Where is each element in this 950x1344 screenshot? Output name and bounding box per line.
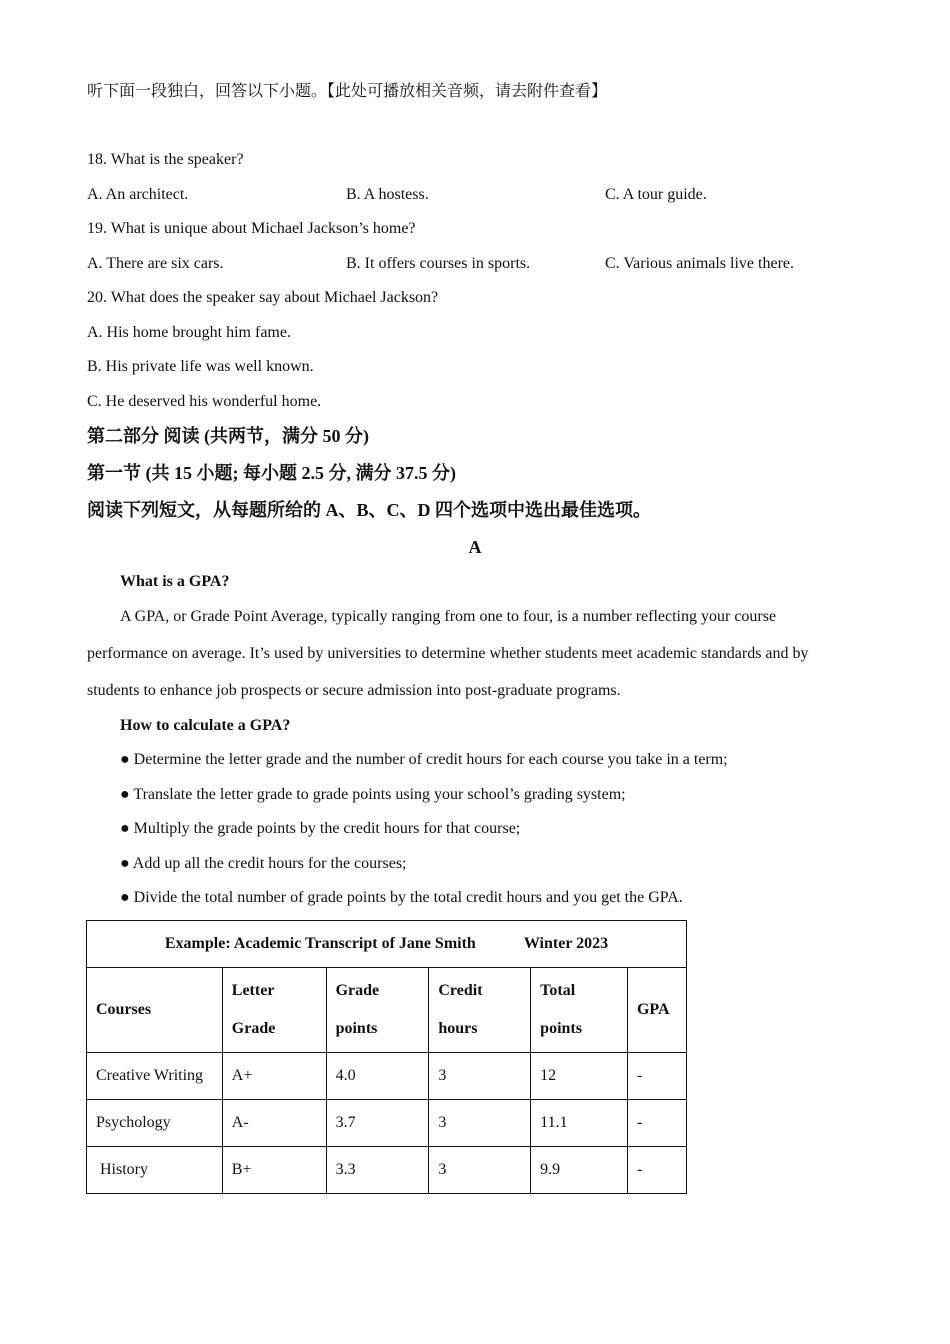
cell-letter-grade: A- (222, 1100, 326, 1147)
header-gpa (627, 968, 686, 1053)
bullet-step-3: ● Multiply the grade points by the credit hours for that course; (120, 820, 521, 837)
cell-course: Psychology (87, 1100, 223, 1147)
header-grade-points (326, 968, 429, 1053)
transcript-title-cell (87, 921, 687, 968)
cell-credit-hours: 3 (429, 1053, 531, 1100)
part-two-title: 第二部分 阅读 (共两节，满分 50 分) (87, 426, 369, 446)
table-row (87, 1053, 687, 1100)
header-grade-points-line1: Grade (335, 982, 380, 999)
transcript-table (86, 920, 687, 1194)
header-letter-grade-line2: Grade (231, 1020, 276, 1037)
cell-credit-hours: 3 (429, 1100, 531, 1147)
header-grade-points-line2: points (335, 1020, 378, 1037)
section-one-title: 第一节 (共 15 小题; 每小题 2.5 分, 满分 37.5 分) (87, 463, 456, 483)
question-20-stem: 20. What does the speaker say about Michael Jackson? (87, 289, 439, 306)
q18-option-c: C. A tour guide. (605, 186, 707, 203)
header-courses-label: Courses (96, 1001, 152, 1018)
bullet-step-1: ● Determine the letter grade and the number of credit hours for each course you take in a term; (120, 751, 728, 768)
heading-what-is-gpa: What is a GPA? (120, 573, 230, 590)
cell-grade-points: 3.3 (326, 1147, 429, 1194)
cell-credit-hours: 3 (429, 1147, 531, 1194)
cell-course: Creative Writing (87, 1053, 223, 1100)
table-row (87, 1147, 687, 1194)
heading-how-to-calculate: How to calculate a GPA? (120, 717, 291, 734)
q18-option-b: B. A hostess. (346, 186, 429, 203)
cell-total-points: 11.1 (531, 1100, 628, 1147)
q20-option-a: A. His home brought him fame. (87, 324, 291, 341)
header-credit-hours-line1: Credit (438, 982, 483, 999)
transcript-title-row (87, 921, 687, 968)
header-letter-grade (222, 968, 326, 1053)
transcript-term: Winter 2023 (523, 935, 609, 952)
cell-letter-grade: A+ (222, 1053, 326, 1100)
bullet-step-4: ● Add up all the credit hours for the courses; (120, 855, 407, 872)
header-credit-hours-line2: hours (438, 1020, 478, 1037)
cell-total-points: 9.9 (531, 1147, 628, 1194)
cell-gpa: - (627, 1100, 686, 1147)
q20-option-c: C. He deserved his wonderful home. (87, 393, 322, 410)
header-letter-grade-line1: Letter (231, 982, 275, 999)
cell-grade-points: 3.7 (326, 1100, 429, 1147)
cell-gpa: - (627, 1053, 686, 1100)
q20-option-b: B. His private life was well known. (87, 358, 314, 375)
table-row (87, 1100, 687, 1147)
cell-letter-grade: B+ (222, 1147, 326, 1194)
passage-letter: A (468, 537, 482, 557)
transcript-title: Example: Academic Transcript of Jane Smith (164, 935, 476, 952)
q19-option-a: A. There are six cars. (87, 255, 224, 272)
header-total-points-line2: points (540, 1020, 582, 1037)
q19-option-b: B. It offers courses in sports. (346, 255, 531, 272)
header-total-points-line1: Total (540, 982, 576, 999)
header-credit-hours (429, 968, 531, 1053)
transcript-header-row (87, 968, 687, 1053)
reading-instruction: 阅读下列短文，从每题所给的 A、B、C、D 四个选项中选出最佳选项。 (87, 500, 651, 520)
question-19-stem: 19. What is unique about Michael Jackson’s home? (87, 220, 416, 237)
q19-option-c: C. Various animals live there. (605, 255, 794, 272)
gpa-definition-paragraph (87, 598, 857, 709)
q18-option-a: A. An architect. (87, 186, 189, 203)
cell-total-points: 12 (531, 1053, 628, 1100)
question-18-stem: 18. What is the speaker? (87, 151, 244, 168)
header-gpa-label: GPA (636, 1001, 670, 1018)
cell-gpa: - (627, 1147, 686, 1194)
cell-course: History (87, 1147, 223, 1194)
cell-grade-points: 4.0 (326, 1053, 429, 1100)
listening-intro: 听下面一段独白，回答以下小题。【此处可播放相关音频，请去附件查看】 (87, 83, 608, 100)
bullet-step-2: ● Translate the letter grade to grade points using your school’s grading system; (120, 786, 626, 803)
gpa-definition-text: A GPA, or Grade Point Average, typically ranging from one to four, is a number reflecting your course performance on average. It’s used by universities to determine whether students meet academic standards and by students to enhance job prospects or secure admission into post-graduate programs. (87, 608, 809, 699)
header-courses (87, 968, 223, 1053)
bullet-step-5: ● Divide the total number of grade points by the total credit hours and you get the GPA. (120, 889, 683, 906)
header-total-points (531, 968, 628, 1053)
